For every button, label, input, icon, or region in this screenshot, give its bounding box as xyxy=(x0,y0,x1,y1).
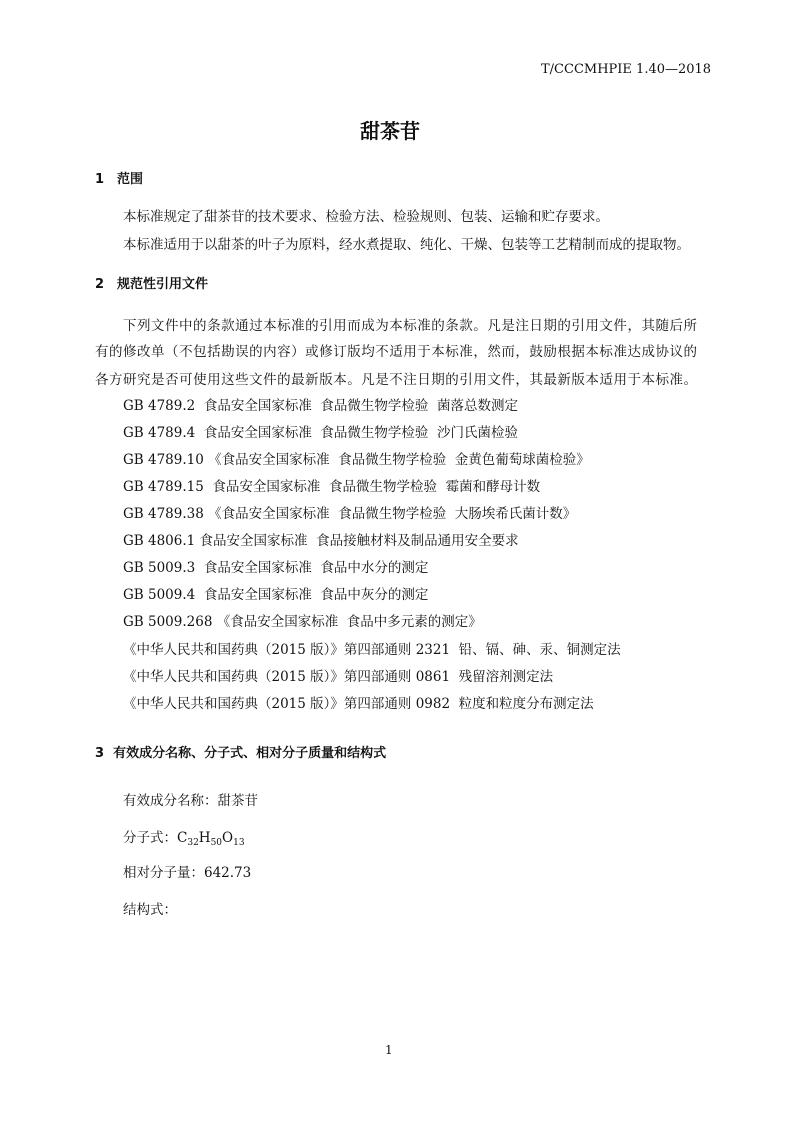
reference-item: GB 5009.268 《食品安全国家标准 食品中多元素的测定》 xyxy=(123,614,482,630)
active-ingredient-name: 有效成分名称：甜茶苷 xyxy=(123,793,258,809)
page-title: 甜茶苷 xyxy=(360,119,420,143)
page-number: 1 xyxy=(385,1043,393,1057)
paragraph-line: 有的修改单（不包括勘误的内容）或修订版均不适用于本标准，然而，鼓励根据本标准达成协议的 xyxy=(95,344,697,360)
reference-item: GB 4806.1 食品安全国家标准 食品接触材料及制品通用安全要求 xyxy=(123,533,519,549)
reference-item: GB 4789.15 食品安全国家标准 食品微生物学检验 霉菌和酵母计数 xyxy=(123,479,541,495)
reference-item: 《中华人民共和国药典（2015 版）》第四部通则 0982 粒度和粒度分布测定法 xyxy=(123,696,594,712)
section-2-heading: 2 规范性引用文件 xyxy=(95,277,209,292)
reference-item: GB 4789.10 《食品安全国家标准 食品微生物学检验 金黄色葡萄球菌检验》 xyxy=(123,452,590,468)
reference-item: GB 4789.38 《食品安全国家标准 食品微生物学检验 大肠埃希氏菌计数》 xyxy=(123,506,577,522)
reference-item: GB 4789.2 食品安全国家标准 食品微生物学检验 菌落总数测定 xyxy=(123,398,518,414)
paragraph: 本标准规定了甜茶苷的技术要求、检验方法、检验规则、包装、运输和贮存要求。 xyxy=(123,209,609,225)
formula-element: H xyxy=(198,830,211,846)
structure-label: 结构式： xyxy=(123,902,177,918)
reference-item: GB 4789.4 食品安全国家标准 食品微生物学检验 沙门氏菌检验 xyxy=(123,425,518,441)
formula-label: 分子式：C xyxy=(123,830,188,846)
reference-item: GB 5009.3 食品安全国家标准 食品中水分的测定 xyxy=(123,560,429,576)
paragraph-line: 下列文件中的条款通过本标准的引用而成为本标准的条款。凡是注日期的引用文件，其随后所 xyxy=(123,318,697,334)
formula-sub: 32 xyxy=(187,838,199,848)
molecular-formula xyxy=(123,830,245,846)
reference-item: GB 5009.4 食品安全国家标准 食品中灰分的测定 xyxy=(123,587,429,603)
reference-item: 《中华人民共和国药典（2015 版）》第四部通则 0861 残留溶剂测定法 xyxy=(123,669,554,685)
formula-sub: 13 xyxy=(233,838,245,848)
paragraph-line: 各方研究是否可使用这些文件的最新版本。凡是不注日期的引用文件，其最新版本适用于本标准。 xyxy=(95,372,697,388)
document-code: T/CCCMHPIE 1.40—2018 xyxy=(541,62,712,77)
paragraph: 本标准适用于以甜茶的叶子为原料，经水煮提取、纯化、干燥、包装等工艺精制而成的提取物。 xyxy=(123,237,690,253)
section-3-heading: 3 有效成分名称、分子式、相对分子质量和结构式 xyxy=(95,746,387,761)
section-1-heading: 1 范围 xyxy=(95,172,144,187)
molecular-mass: 相对分子量：642.73 xyxy=(123,865,252,881)
formula-sub: 50 xyxy=(210,838,223,848)
reference-item: 《中华人民共和国药典（2015 版）》第四部通则 2321 铅、镉、砷、汞、铜测定法 xyxy=(123,642,621,658)
formula-element: O xyxy=(222,830,234,846)
